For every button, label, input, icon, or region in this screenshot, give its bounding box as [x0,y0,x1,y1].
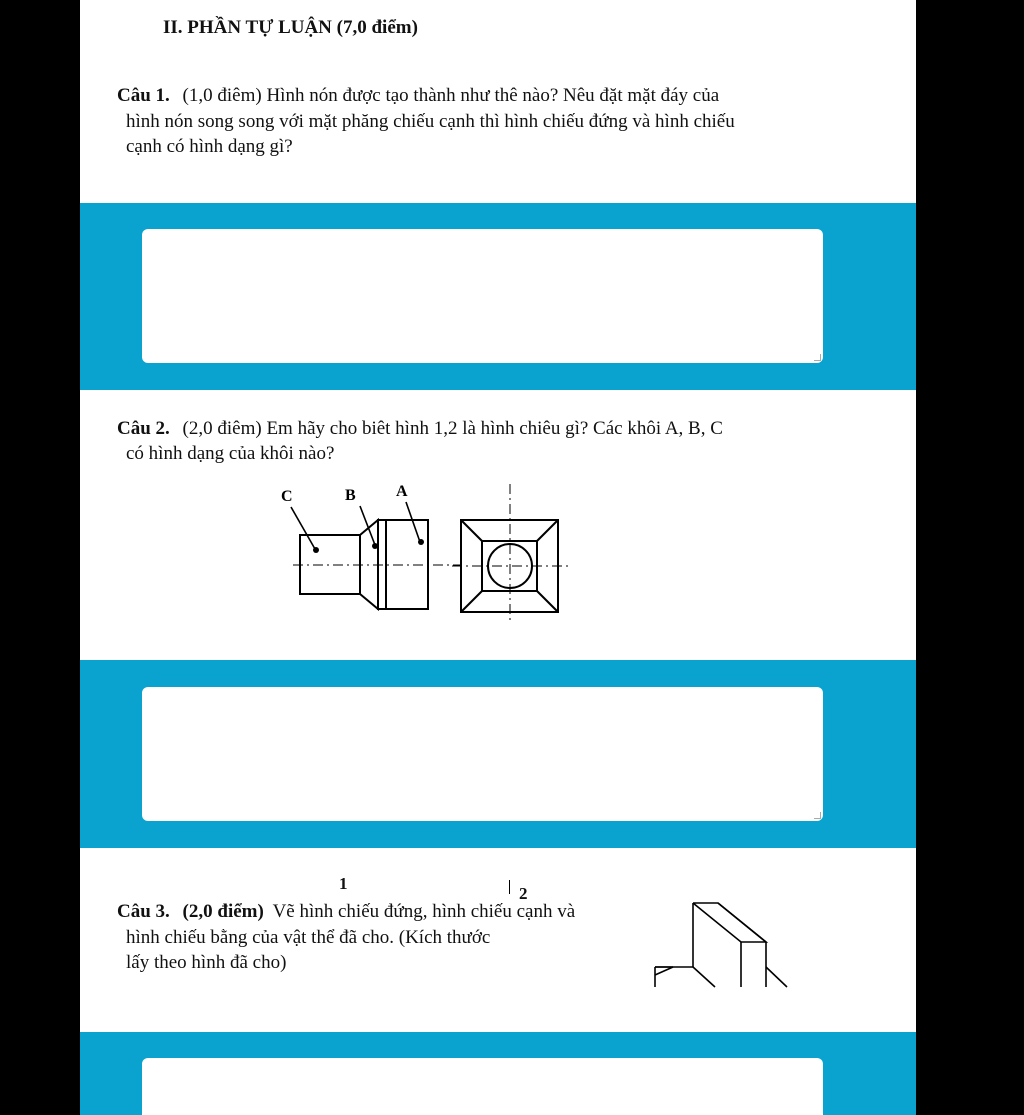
question-2-text-1: (2,0 điêm) Em hãy cho biêt hình 1,2 là hình chiêu gì? Các khôi A, B, C [182,418,723,439]
question-3-points: (2,0 điểm) [182,901,264,922]
figure-number-1: 1 [339,874,348,893]
leader-dots [313,539,424,553]
document-page [80,0,916,1115]
question-1-label: Câu 1. [117,85,170,106]
answer-band-2 [80,660,916,848]
question-3-label: Câu 3. [117,901,170,922]
question-1-text-1: (1,0 điêm) Hình nón được tạo thành như thê nào? Nêu đặt mặt đáy của [182,85,720,106]
question-3-line-1 [117,901,575,923]
label-a: A [396,483,408,500]
question-2-line-2: có hình dạng của khôi nào? [126,443,335,464]
resize-handle-icon[interactable] [814,812,821,819]
question-3-text-1: Vẽ hình chiếu đứng, hình chiếu cạnh và [272,901,576,922]
section-heading: II. PHẦN TỰ LUẬN (7,0 điểm) [163,17,418,38]
projection-figure [80,0,916,660]
question-3-line-2: hình chiếu bằng của vật thể đã cho. (Kích thước [126,927,491,948]
question-1-line-2: hình nón song song với mặt phăng chiếu cạnh thì hình chiếu đứng và hình chiếu [126,111,735,132]
label-c: C [281,488,293,505]
answer-input-3[interactable] [142,1058,823,1115]
leader-lines [291,502,420,549]
object-figure [645,895,795,995]
question-3-line-3: lấy theo hình đã cho) [126,952,287,973]
answer-input-2[interactable] [142,687,823,821]
figure-number-2: 2 [519,884,528,903]
figure-tick-mark [509,880,510,894]
question-1-line-3: cạnh có hình dạng gì? [126,136,293,157]
answer-band-3 [80,1032,916,1115]
question-2-label: Câu 2. [117,418,170,439]
label-b: B [345,487,356,504]
